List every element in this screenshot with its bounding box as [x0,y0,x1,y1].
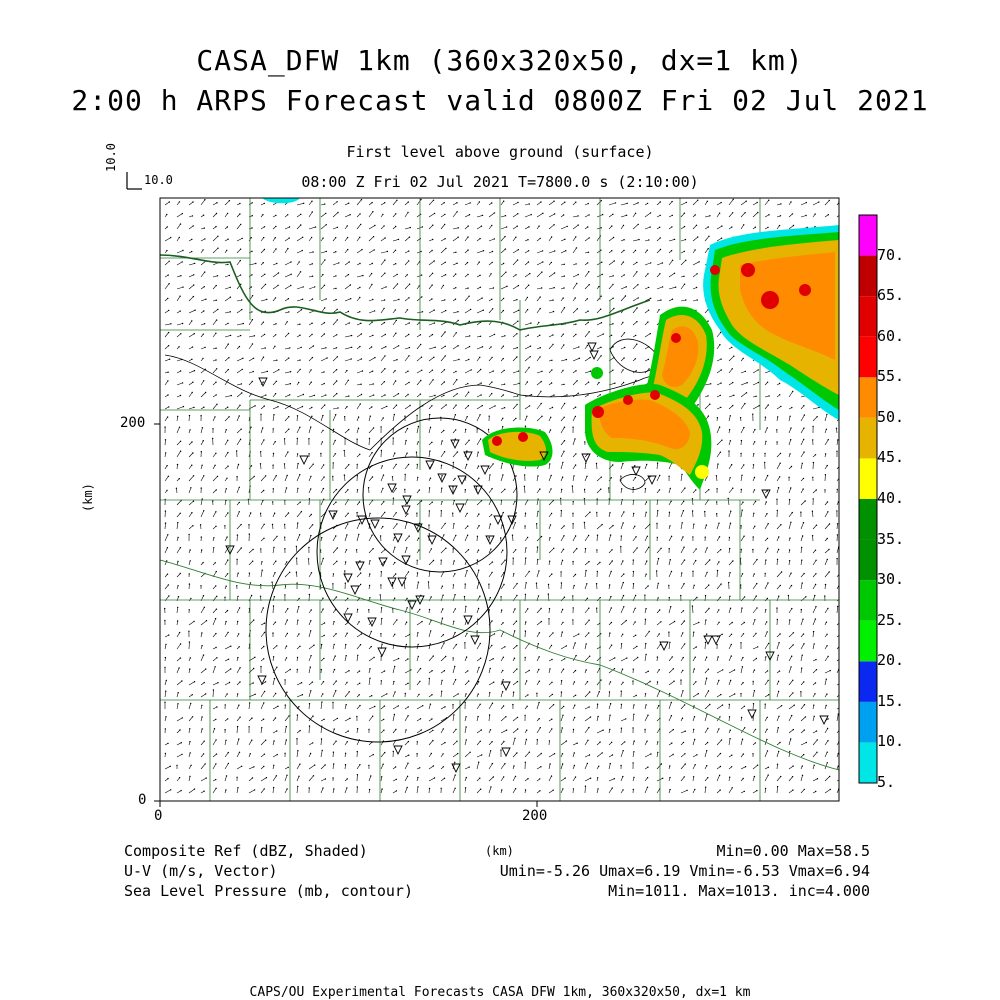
colorbar-segment [859,499,877,540]
storm-core [761,291,779,309]
colorbar-segment [859,337,877,378]
storm-core [518,432,528,442]
colorbar-label: 60. [877,326,905,345]
colorbar-segment [859,661,877,702]
footer-slp-contour: Sea Level Pressure (mb, contour) [124,882,413,900]
storm-core [592,406,604,418]
storm-core [591,367,603,379]
storm-core [671,333,681,343]
colorbar-segment [859,540,877,581]
x-tick-label-200: 200 [522,808,548,824]
footer-ref-minmax: Min=0.00 Max=58.5 [716,842,870,860]
x-axis-label: (km) [485,844,514,858]
bottom-credit: CAPS/OU Experimental Forecasts CASA DFW 1km, 360x320x50, dx=1 km [249,985,751,1000]
colorbar-label: 65. [877,286,905,305]
footer-uv-vector: U-V (m/s, Vector) [124,862,278,880]
colorbar-segment [859,377,877,418]
colorbar-segment [859,742,877,783]
storm-core [710,265,720,275]
colorbar-label: 55. [877,367,905,386]
footer-uv-minmax: Umin=-5.26 Umax=6.19 Vmin=-6.53 Vmax=6.94 [499,862,870,880]
storm-core [695,465,709,479]
colorbar-segment [859,458,877,499]
colorbar-label: 70. [877,245,905,264]
y-tick-label-200: 200 [120,415,146,431]
vector-key-arrow [127,172,142,189]
colorbar-label: 20. [877,651,905,670]
storm-core [623,395,633,405]
x-tick-label-0: 0 [154,808,163,824]
storm-core [741,263,755,277]
time-subtitle: 08:00 Z Fri 02 Jul 2021 T=7800.0 s (2:10:00) [301,173,699,191]
colorbar-segment [859,418,877,459]
colorbar-label: 10. [877,732,905,751]
footer-slp-minmax: Min=1011. Max=1013. inc=4.000 [608,882,870,900]
colorbar-label: 30. [877,570,905,589]
title-line-2: 2:00 h ARPS Forecast valid 0800Z Fri 02 Jul 2021 [71,84,929,117]
colorbar-label: 40. [877,489,905,507]
vector-key-horizontal-label: 10.0 [144,173,173,187]
storm-core [492,436,502,446]
colorbar-segment [859,256,877,297]
colorbar-label: 15. [877,691,905,710]
title-line-1: CASA_DFW 1km (360x320x50, dx=1 km) [196,44,804,77]
colorbar-segment [859,580,877,621]
storm-core [650,390,660,400]
level-subtitle: First level above ground (surface) [346,143,654,161]
colorbar-segment [859,702,877,743]
colorbar [859,215,877,783]
colorbar-label: 25. [877,610,905,629]
footer-composite-ref: Composite Ref (dBZ, Shaded) [124,842,368,860]
colorbar-label: 45. [877,448,905,467]
storm-core [799,284,811,296]
colorbar-segment [859,215,877,256]
colorbar-label: 50. [877,407,905,426]
vector-key-vertical-label: 10.0 [104,143,118,172]
colorbar-label: 5. [877,773,896,791]
y-axis-label: (km) [81,483,95,512]
colorbar-segment [859,296,877,337]
colorbar-segment [859,621,877,662]
colorbar-label: 35. [877,529,905,548]
y-tick-label-0: 0 [138,792,147,808]
